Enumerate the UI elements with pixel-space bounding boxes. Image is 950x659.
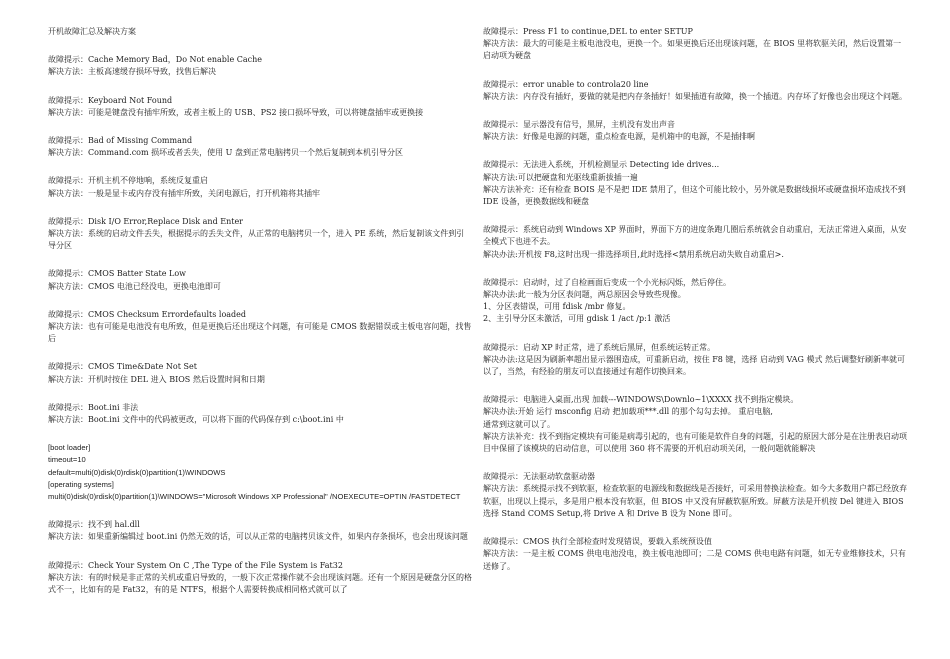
left-column [48, 26, 472, 612]
code-line: default=multi(0)disk(0)rdisk(0)partition(1)\WINDOWS [48, 467, 226, 477]
fault-solution: 1、分区表错误，可用 fdisk /mbr 修复。 [483, 302, 631, 312]
fault-solution: 解决方法：Boot.ini 文件中的代码被更改，可以将下面的代码保存到 c:\boot.ini 中 [48, 415, 344, 425]
fault-prompt: 故障提示：启动 XP 时正常，进了系统后黑屏，但系统运转正常。 [483, 342, 716, 352]
fault-entry [48, 361, 472, 385]
fault-entry [48, 175, 472, 199]
fault-prompt: 故障提示：Boot.ini 非法 [48, 402, 139, 412]
fault-solution: 解决方法：CMOS 电池已经没电，更换电池即可 [48, 281, 221, 291]
fault-entry [483, 119, 907, 143]
fault-entry [483, 536, 907, 573]
fault-solution: 解决方法：一是主板 COMS 供电电池没电，换主板电池即可；二是 COMS 供电电路有问题，如无专业维修技术，只有送修了。 [483, 549, 906, 571]
fault-entry [483, 277, 907, 326]
fault-solution: 解决办法:开始 运行 msconfig 启动 把加载项***.dll 的那个勾勾去掉。 重启电脑, [483, 407, 773, 417]
fault-solution: 通常到这就可以了。 [483, 419, 555, 429]
fault-prompt: 故障提示：error unable to controla20 line [483, 79, 649, 89]
fault-entry [483, 159, 907, 208]
fault-prompt: 故障提示：Disk I/O Error,Replace Disk and Enter [48, 216, 244, 226]
fault-prompt: 故障提示：系统启动到 Windows XP 界面时，界面下方的进度条跑几圈后系统就会自动重启，无法正常进入桌面，从安全模式下也进不去。 [483, 225, 907, 247]
fault-solution: 解决方法：如果重新编辑过 boot.ini 仍然无效的话，可以从正常的电脑拷贝该文件，如果内存条损坏，也会出现该问题 [48, 532, 468, 542]
fault-prompt: 故障提示：Check Your System On C ,The Type of the File System is Fat32 [48, 560, 343, 570]
fault-entry [48, 519, 472, 543]
fault-solution: 解决方法补充：还有检查 BOIS 是不是把 IDE 禁用了，但这个可能比较小，另外就是数据线损坏或硬盘损坏造成找不到 IDE 设备，更换数据线和硬盘 [483, 184, 906, 207]
fault-entry [48, 402, 472, 426]
document-title: 开机故障汇总及解决方案 [48, 27, 136, 36]
fault-prompt: 故障提示：无法驱动软盘驱动器 [483, 472, 595, 482]
fault-entry [483, 79, 907, 103]
right-column [483, 26, 907, 589]
fault-prompt: 故障提示：启动时，过了自检画面后变成一个小光标闪烁，然后停住。 [483, 277, 731, 287]
fault-entry [48, 268, 472, 292]
fault-solution: 解决办法:这是因为刷新率超出显示器围造成，可重新启动，按住 F8 键，选择 启动到 VAG 模式 然后调整好刷新率就可以了，当然，有经验的朋友可以直接通过有超作切换回来。 [483, 354, 905, 377]
fault-prompt: 故障提示：找不到 hal.dll [48, 520, 140, 530]
fault-solution: 解决方法：系统提示找不到软驱，检查软驱的电源线和数据线是否接好，可采用替换法检查。如今大多数用户都已经放弃软驱，出现以上提示，多是用户根本没有软驱，但 BIOS 中又没有屏蔽软驱所致。屏蔽方法是开机按 Del 键进入 BIOS 选择 Stand COMS Setup,将 Drive A 和 Drive B 设为 None 即可。 [483, 484, 907, 518]
fault-prompt: 故障提示：CMOS 执行全部检查时发现错误，要载入系统预设值 [483, 537, 712, 547]
fault-entry [48, 54, 472, 78]
fault-entry [48, 135, 472, 159]
fault-solution: 解决方法：Command.com 损坏或者丢失，使用 U 盘到正常电脑拷贝一个然后复制到本机引导分区 [48, 148, 403, 158]
fault-solution: 解决方法：内存没有插好，要做的就是把内存条插好！如果插道有故障，换一个插道。内存坏了好像也会出现这个问题。 [483, 91, 907, 101]
fault-prompt: 故障提示：CMOS Batter State Low [48, 269, 187, 279]
fault-solution: 解决方法：主板高速缓存损坏导致，找售后解决 [48, 67, 216, 77]
fault-solution: 解决方法：可能是键盘没有插牢所致，或者主板上的 USB、PS2 接口损坏导致，可以将键盘插牢或更换接 [48, 107, 424, 117]
code-line: [boot loader] [48, 443, 91, 453]
fault-prompt: 故障提示：CMOS Checksum Errordefaults loaded [48, 309, 247, 319]
right-entries [483, 26, 907, 573]
fault-solution: 解决方法：好像是电源的问题，重点检查电源，是机箱中的电源，不是插排啊 [483, 132, 755, 142]
fault-entry [483, 471, 907, 520]
fault-solution: 解决办法:此一般为分区表问题，两总原因会导致些现像。 [483, 290, 686, 300]
fault-entry [48, 309, 472, 346]
left-entries-continued [48, 519, 472, 596]
fault-solution: 解决办法:开机按 F8,这时出现一排选择项目,此时选择<禁用系统启动失败自动重启>. [483, 249, 784, 259]
fault-prompt: 故障提示：电脑进入桌面,出现 加载---WINDOWS\Downlo~1\XXXX 找不到指定模块。 [483, 395, 799, 405]
fault-entry [483, 26, 907, 63]
fault-solution: 解决方法：开机时按住 DEL 进入 BIOS 然后设置时间和日期 [48, 374, 265, 384]
fault-solution: 解决方法补充：找不到指定模块有可能是病毒引起的，也有可能是软件自身的问题，引起的原因大部分是在注册表启动项目中保留了该模块的启动信息，可以使用 360 将不需要的开机启动项关闭，一般问题就能解决 [483, 431, 907, 454]
fault-solution: 解决方法：最大的可能是主板电池没电，更换一个。如果更换后还出现该问题，在 BIOS 里将软驱关闭，然后设置第一启动项为硬盘 [483, 39, 902, 61]
fault-prompt: 故障提示：CMOS Time&Date Not Set [48, 362, 197, 372]
fault-entry [483, 342, 907, 379]
fault-entry [48, 560, 472, 597]
fault-solution: 解决方法：一般是显卡或内存没有插牢所致，关闭电源后，打开机箱将其插牢 [48, 188, 320, 198]
fault-solution: 解决方法：系统的启动文件丢失，根据提示的丢失文件，从正常的电脑拷贝一个，进入 PE 系统，然后复制该文件到引导分区 [48, 229, 465, 251]
boot-ini-code-block [48, 442, 472, 503]
fault-solution: 解决方法：有的时候是非正常的关机或重启导致的，一般下次正常操作就不会出现该问题。还有一个原因是硬盘分区的格式不一，比如有的是 Fat32，有的是 NTFS，根据个人需要转换成相同格式就可以了 [48, 572, 472, 595]
fault-entry [48, 95, 472, 119]
fault-solution: 2、主引导分区未激活，可用 gdisk 1 /act /p:1 激活 [483, 314, 671, 324]
fault-prompt: 故障提示：Cache Memory Bad，Do Not enable Cache [48, 55, 263, 65]
code-line: timeout=10 [48, 455, 86, 465]
fault-prompt: 故障提示：显示器没有信号，黑屏，主机没有发出声音 [483, 120, 675, 130]
fault-solution: 解决方法:可以把硬盘和光驱线重新拔插一遍 [483, 172, 638, 182]
fault-prompt: 故障提示：开机主机不停地响，系统反复重启 [48, 176, 208, 186]
left-entries [48, 54, 472, 426]
fault-entry [483, 394, 907, 455]
fault-entry [48, 216, 472, 253]
fault-entry [483, 224, 907, 261]
fault-prompt: 故障提示：Bad of Missing Command [48, 136, 193, 146]
fault-solution: 解决方法：也有可能是电池没有电所致，但是更换后还出现这个问题，有可能是 CMOS 数据错误或主板电容问题，找售后 [48, 322, 472, 344]
fault-prompt: 故障提示：Press F1 to continue,DEL to enter SETUP [483, 27, 693, 36]
code-line: multi(0)disk(0)rdisk(0)partition(1)\WINDOWS="Microsoft Windows XP Professional" /NOEXECUTE=OPTIN /FASTDETECT [48, 492, 461, 502]
fault-prompt: 故障提示：Keyboard Not Found [48, 95, 173, 105]
fault-prompt: 故障提示：无法进入系统，开机检测显示 Detecting ide drives... [483, 160, 720, 170]
code-line: [operating systems] [48, 479, 114, 489]
